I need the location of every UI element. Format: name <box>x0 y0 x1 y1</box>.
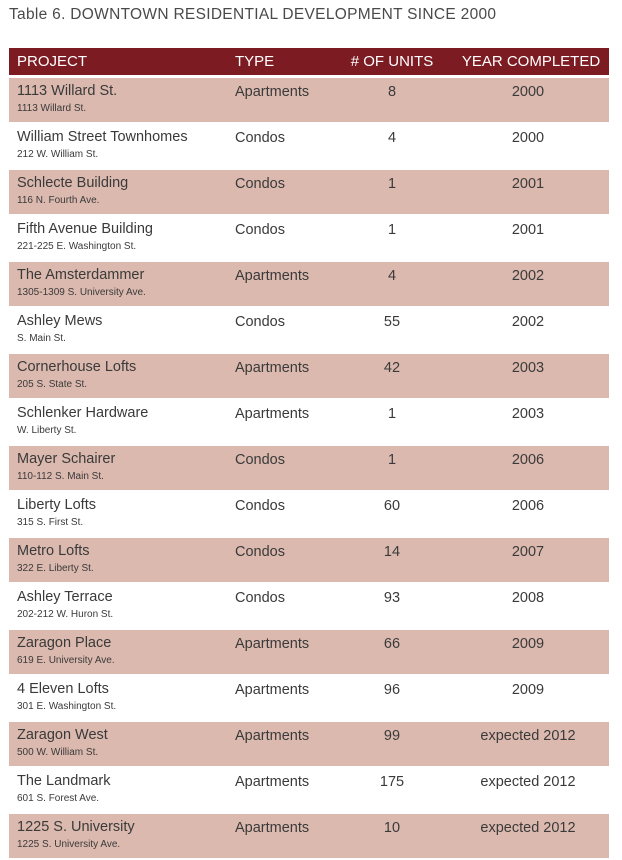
units-cell: 55 <box>383 314 401 330</box>
units-cell: 175 <box>379 774 405 790</box>
project-name: Cornerhouse Lofts <box>17 359 137 375</box>
table-row <box>9 78 609 124</box>
table-row <box>9 446 609 492</box>
year-cell: 2000 <box>511 130 545 146</box>
units-cell: 1 <box>387 406 397 422</box>
type-cell: Condos <box>235 452 285 468</box>
units-cell: 99 <box>383 728 401 744</box>
project-name: Metro Lofts <box>17 543 90 559</box>
type-cell: Apartments <box>235 820 310 836</box>
units-cell: 4 <box>387 268 397 284</box>
project-address: S. Main St. <box>17 333 66 344</box>
project-name: 4 Eleven Lofts <box>17 681 109 697</box>
type-cell: Condos <box>235 544 285 560</box>
type-cell: Apartments <box>235 636 310 652</box>
project-name: Ashley Terrace <box>17 589 113 605</box>
table-row <box>9 768 609 814</box>
units-cell: 93 <box>383 590 401 606</box>
type-cell: Condos <box>235 498 285 514</box>
project-cell <box>9 722 227 760</box>
project-cell <box>9 768 227 806</box>
header-type: TYPE <box>235 53 275 70</box>
project-name: 1113 Willard St. <box>17 83 118 99</box>
year-cell: 2006 <box>511 452 545 468</box>
project-name: The Landmark <box>17 773 111 789</box>
table-caption: Table 6. DOWNTOWN RESIDENTIAL DEVELOPMENT SINCE 2000 <box>9 6 497 23</box>
units-cell: 1 <box>387 176 397 192</box>
project-address: 1305-1309 S. University Ave. <box>17 287 146 298</box>
project-cell <box>9 492 227 530</box>
table-row <box>9 124 609 170</box>
project-cell <box>9 676 227 714</box>
units-cell: 42 <box>383 360 401 376</box>
project-cell <box>9 308 227 346</box>
project-name: 1225 S. University <box>17 819 135 835</box>
type-cell: Condos <box>235 130 285 146</box>
table-row <box>9 262 609 308</box>
units-cell: 96 <box>383 682 401 698</box>
type-cell: Apartments <box>235 682 310 698</box>
type-cell: Apartments <box>235 406 310 422</box>
year-cell: 2008 <box>511 590 545 606</box>
project-cell <box>9 630 227 668</box>
units-cell: 10 <box>383 820 401 836</box>
units-cell: 1 <box>387 222 397 238</box>
project-name: Liberty Lofts <box>17 497 96 513</box>
table-row <box>9 676 609 722</box>
units-cell: 60 <box>383 498 401 514</box>
project-name: Schlenker Hardware <box>17 405 149 421</box>
type-cell: Condos <box>235 314 285 330</box>
table-row <box>9 354 609 400</box>
project-cell <box>9 170 227 208</box>
header-units: # OF UNITS <box>350 53 434 70</box>
units-cell: 66 <box>383 636 401 652</box>
table-row <box>9 400 609 446</box>
units-cell: 4 <box>387 130 397 146</box>
table-row <box>9 538 609 584</box>
type-cell: Apartments <box>235 268 310 284</box>
year-cell: expected 2012 <box>480 728 576 744</box>
project-address: W. Liberty St. <box>17 425 77 436</box>
project-cell <box>9 584 227 622</box>
table-row <box>9 584 609 630</box>
project-name: Fifth Avenue Building <box>17 221 153 237</box>
project-address: 301 E. Washington St. <box>17 701 117 712</box>
header-year: YEAR COMPLETED <box>461 53 601 70</box>
year-cell: 2007 <box>511 544 545 560</box>
project-cell <box>9 216 227 254</box>
table-row <box>9 492 609 538</box>
project-address: 205 S. State St. <box>17 379 88 390</box>
table-row <box>9 308 609 354</box>
project-name: Zaragon West <box>17 727 108 743</box>
type-cell: Apartments <box>235 360 310 376</box>
type-cell: Condos <box>235 590 285 606</box>
project-name: Schlecte Building <box>17 175 129 191</box>
project-cell <box>9 354 227 392</box>
year-cell: 2001 <box>511 222 545 238</box>
project-cell <box>9 400 227 438</box>
project-address: 601 S. Forest Ave. <box>17 793 100 804</box>
project-address: 110-112 S. Main St. <box>17 471 104 482</box>
project-cell <box>9 814 227 852</box>
project-cell <box>9 446 227 484</box>
project-cell <box>9 538 227 576</box>
type-cell: Apartments <box>235 84 310 100</box>
year-cell: 2001 <box>511 176 545 192</box>
type-cell: Condos <box>235 176 285 192</box>
type-cell: Apartments <box>235 774 310 790</box>
project-cell <box>9 78 227 116</box>
project-address: 1113 Willard St. <box>17 103 87 114</box>
type-cell: Condos <box>235 222 285 238</box>
project-address: 212 W. William St. <box>17 149 99 160</box>
project-address: 619 E. University Ave. <box>17 655 115 666</box>
year-cell: 2009 <box>511 682 545 698</box>
year-cell: expected 2012 <box>480 820 576 836</box>
project-address: 1225 S. University Ave. <box>17 839 121 850</box>
project-address: 315 S. First St. <box>17 517 84 528</box>
year-cell: 2003 <box>511 406 545 422</box>
year-cell: 2002 <box>511 268 545 284</box>
project-cell <box>9 124 227 162</box>
project-address: 500 W. William St. <box>17 747 99 758</box>
project-name: Ashley Mews <box>17 313 103 329</box>
table-row <box>9 216 609 262</box>
project-cell <box>9 262 227 300</box>
header-project: PROJECT <box>17 53 88 70</box>
project-address: 322 E. Liberty St. <box>17 563 94 574</box>
units-cell: 8 <box>387 84 397 100</box>
table-row <box>9 170 609 216</box>
project-address: 116 N. Fourth Ave. <box>17 195 100 206</box>
table-body <box>9 78 609 860</box>
project-address: 202-212 W. Huron St. <box>17 609 114 620</box>
project-name: The Amsterdammer <box>17 267 145 283</box>
project-address: 221-225 E. Washington St. <box>17 241 137 252</box>
year-cell: expected 2012 <box>480 774 576 790</box>
year-cell: 2003 <box>511 360 545 376</box>
table-row <box>9 630 609 676</box>
project-name: William Street Townhomes <box>17 129 188 145</box>
table-header <box>9 48 609 78</box>
table-row <box>9 722 609 768</box>
table-row <box>9 814 609 860</box>
year-cell: 2009 <box>511 636 545 652</box>
project-name: Zaragon Place <box>17 635 112 651</box>
year-cell: 2000 <box>511 84 545 100</box>
development-table <box>9 48 609 860</box>
project-name: Mayer Schairer <box>17 451 116 467</box>
year-cell: 2006 <box>511 498 545 514</box>
units-cell: 14 <box>383 544 401 560</box>
units-cell: 1 <box>387 452 397 468</box>
year-cell: 2002 <box>511 314 545 330</box>
type-cell: Apartments <box>235 728 310 744</box>
